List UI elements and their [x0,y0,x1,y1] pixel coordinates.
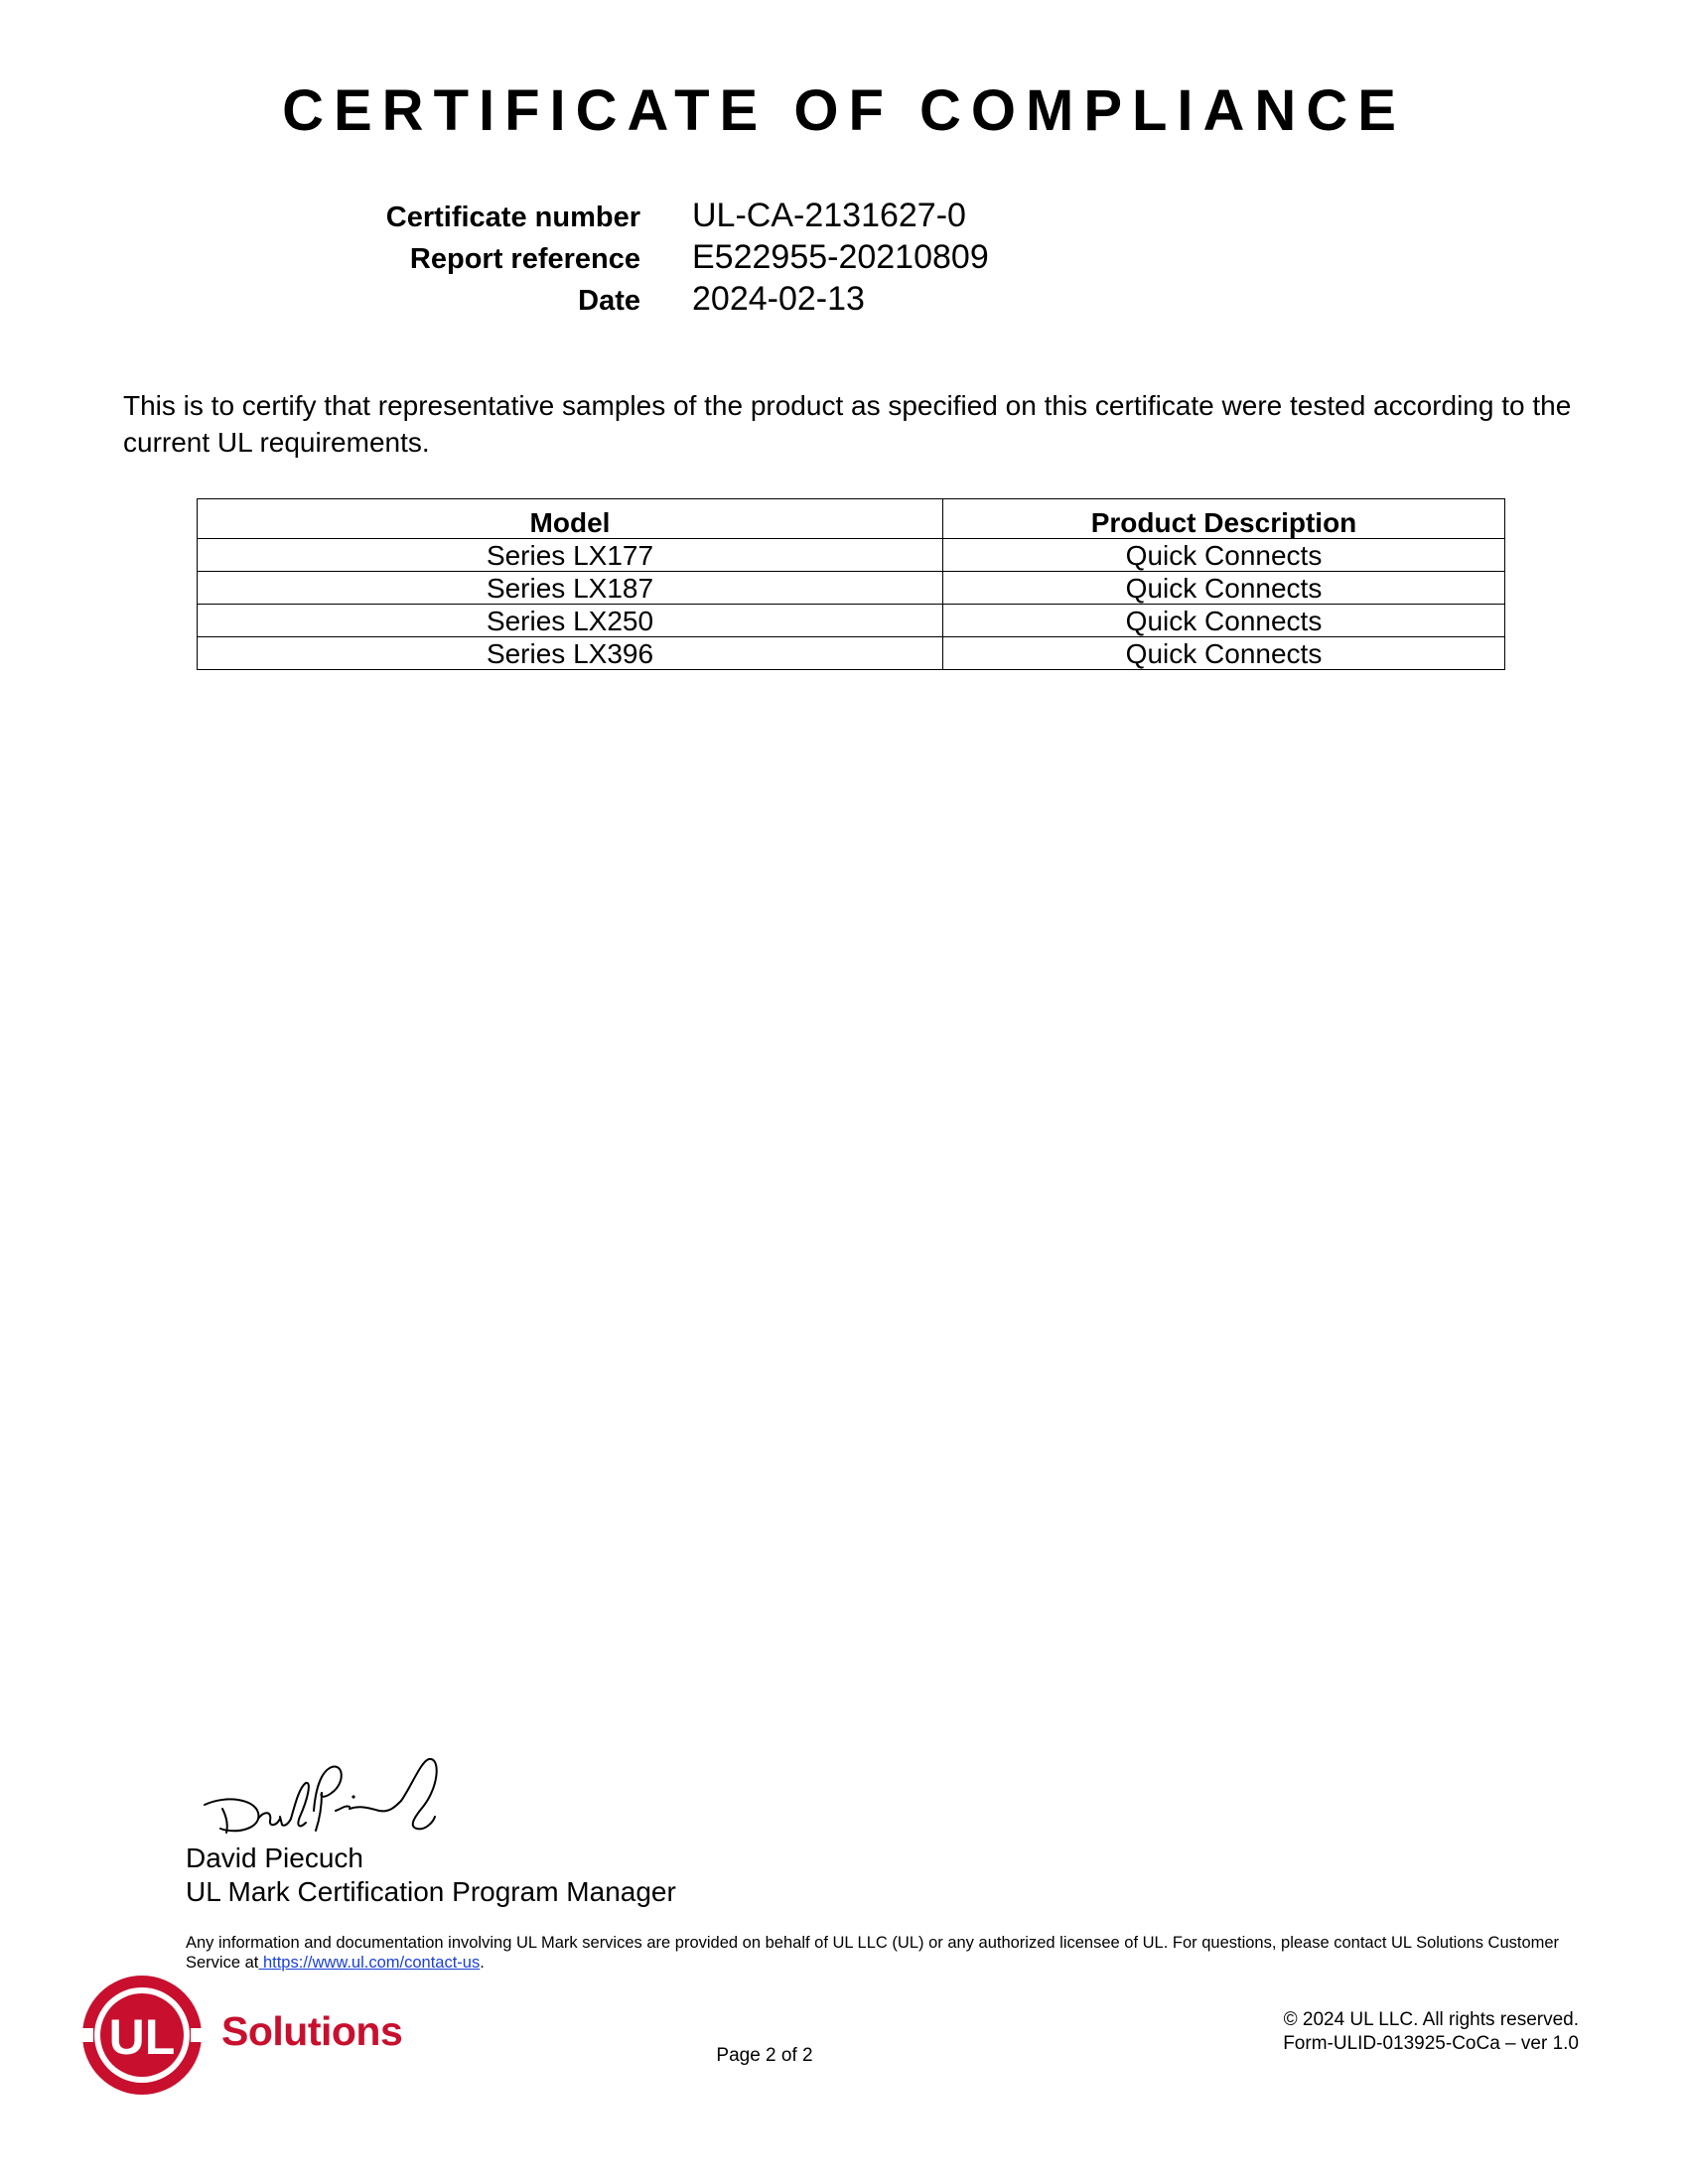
table-header-row [198,499,1505,539]
report-reference-value: E522955-20210809 [692,238,989,276]
footer-rights [1283,2008,1579,2056]
certificate-number-row [298,197,1053,238]
ul-logo-icon [77,1971,207,2100]
model-cell: Series LX187 [198,572,943,605]
report-reference-row [298,238,1053,280]
date-row [298,280,1053,322]
logo-mark-text: UL [108,2009,176,2065]
report-reference-label: Report reference [409,243,640,275]
logo-solutions-text: Solutions [221,2008,403,2054]
date-label: Date [578,285,640,317]
certification-statement: This is to certify that representative samples of the product as specified on this certificate were tested according to the current UL requirements. [123,390,1572,458]
model-cell: Series LX177 [198,539,943,572]
model-cell: Series LX396 [198,637,943,670]
signatory-name: David Piecuch [186,1843,363,1873]
contact-link[interactable]: https://www.ul.com/contact-us [258,1954,481,1972]
column-header-description: Product Description [943,499,1505,539]
signatory-block [186,1842,676,1909]
description-cell: Quick Connects [943,637,1505,670]
table-row [198,637,1505,670]
description-cell: Quick Connects [943,539,1505,572]
certificate-number-label: Certificate number [385,202,640,233]
table-row [198,572,1505,605]
copyright-text: © 2024 UL LLC. All rights reserved. [1283,2009,1579,2030]
disclaimer-suffix: . [480,1954,485,1972]
date-value: 2024-02-13 [692,280,865,318]
signatory-title: UL Mark Certification Program Manager [186,1876,676,1907]
certificate-meta [298,197,1053,322]
certificate-number-value: UL-CA-2131627-0 [692,197,966,234]
certificate-title: CERTIFICATE OF COMPLIANCE [282,78,1406,143]
column-header-model: Model [198,499,943,539]
form-number: Form-ULID-013925-CoCa – ver 1.0 [1283,2033,1579,2054]
disclaimer-text: Any information and documentation involving UL Mark services are provided on behalf of UL LLC (UL) or any authorized licensee of UL. For questions, please contact UL Solutions Customer Service at [186,1934,1560,1972]
model-table [197,498,1505,670]
model-cell: Series LX250 [198,605,943,637]
handwritten-signature [197,1747,465,1842]
description-cell: Quick Connects [943,605,1505,637]
table-row [198,539,1505,572]
table-row [198,605,1505,637]
description-cell: Quick Connects [943,572,1505,605]
disclaimer [186,1933,1596,1973]
page-number: Page 2 of 2 [716,2045,813,2066]
